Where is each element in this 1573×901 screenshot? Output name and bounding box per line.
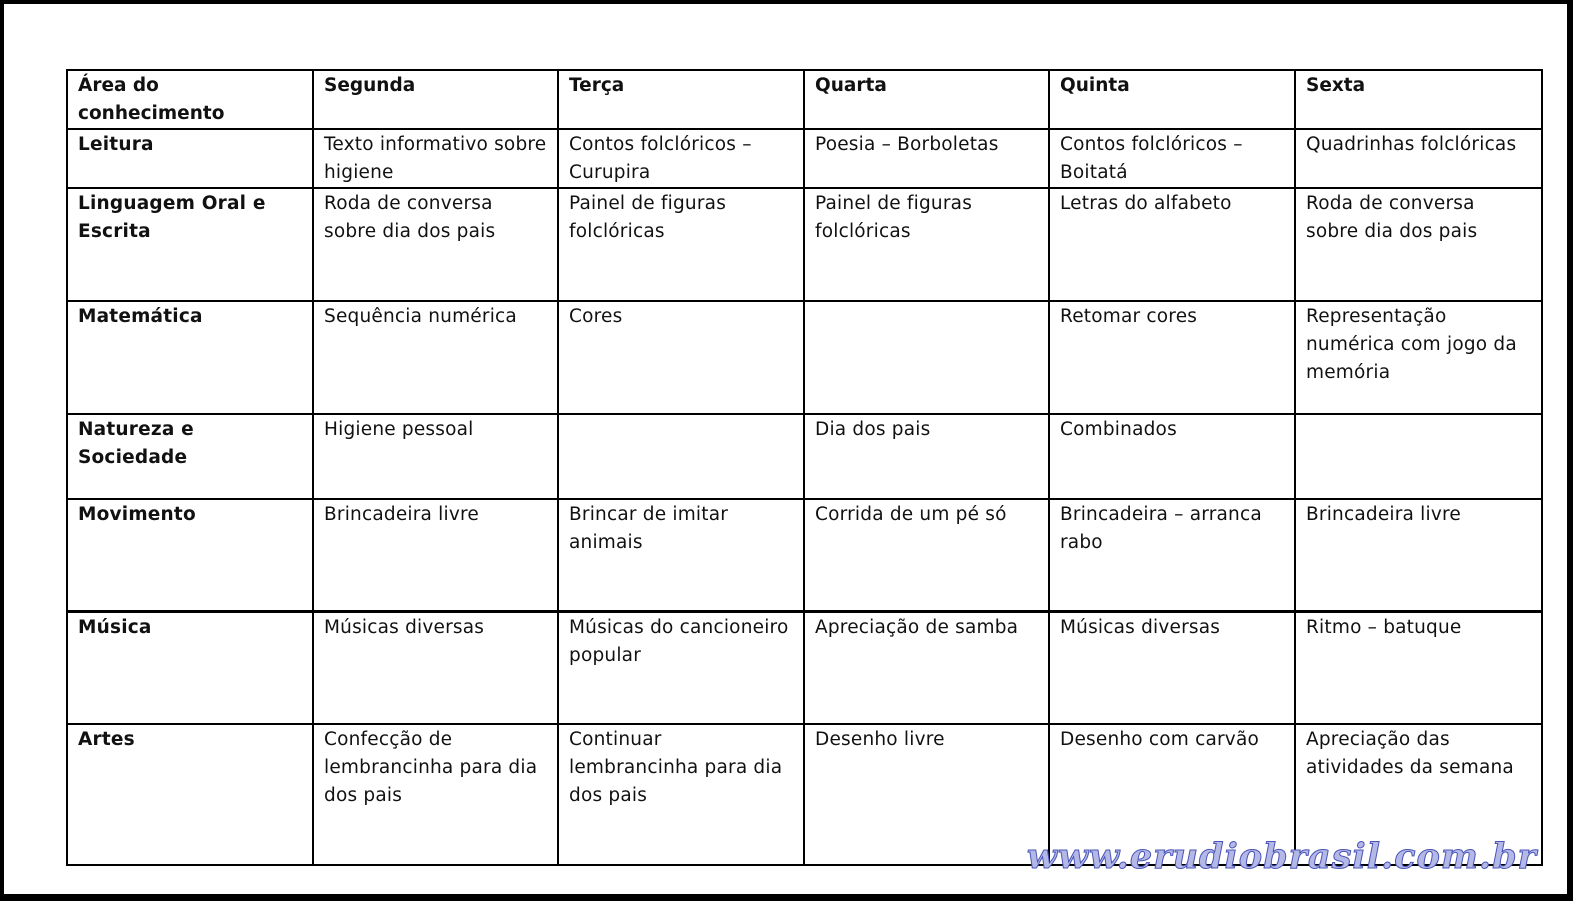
- table-cell: Sequência numérica: [313, 301, 558, 414]
- row-area-label: Artes: [67, 724, 313, 865]
- table-cell: Músicas diversas: [313, 611, 558, 724]
- table-cell: [558, 414, 804, 499]
- table-cell: Representação numérica com jogo da memória: [1295, 301, 1542, 414]
- table-cell: Apreciação de samba: [804, 611, 1049, 724]
- header-terca: Terça: [558, 70, 804, 129]
- table-cell: Contos folclóricos – Curupira: [558, 129, 804, 188]
- table-cell: Retomar cores: [1049, 301, 1295, 414]
- table-cell: Cores: [558, 301, 804, 414]
- table-row: [67, 301, 1542, 414]
- table-cell: Apreciação das atividades da semana: [1295, 724, 1542, 865]
- table-cell: Roda de conversa sobre dia dos pais: [1295, 188, 1542, 301]
- row-area-label: Movimento: [67, 499, 313, 611]
- table-cell: Combinados: [1049, 414, 1295, 499]
- table-cell: Higiene pessoal: [313, 414, 558, 499]
- table-cell: Letras do alfabeto: [1049, 188, 1295, 301]
- table-cell: Músicas diversas: [1049, 611, 1295, 724]
- table-cell: [1295, 414, 1542, 499]
- table-cell: Dia dos pais: [804, 414, 1049, 499]
- table-cell: [804, 301, 1049, 414]
- table-cell: Brincadeira – arranca rabo: [1049, 499, 1295, 611]
- table-row: [67, 499, 1542, 611]
- row-area-label: Leitura: [67, 129, 313, 188]
- table-row: [67, 188, 1542, 301]
- table-cell: Texto informativo sobre higiene: [313, 129, 558, 188]
- table-cell: Desenho livre: [804, 724, 1049, 865]
- row-area-label: Natureza e Sociedade: [67, 414, 313, 499]
- table-cell: Roda de conversa sobre dia dos pais: [313, 188, 558, 301]
- table-cell: Desenho com carvão: [1049, 724, 1295, 865]
- table-cell: Brincadeira livre: [1295, 499, 1542, 611]
- table-cell: Contos folclóricos – Boitatá: [1049, 129, 1295, 188]
- table-cell: Brincadeira livre: [313, 499, 558, 611]
- table-cell: Quadrinhas folclóricas: [1295, 129, 1542, 188]
- table-row: [67, 611, 1542, 724]
- row-area-label: Linguagem Oral e Escrita: [67, 188, 313, 301]
- table-cell: Continuar lembrancinha para dia dos pais: [558, 724, 804, 865]
- header-area: Área do conhecimento: [67, 70, 313, 129]
- table-cell: Painel de figuras folclóricas: [804, 188, 1049, 301]
- table-row: [67, 414, 1542, 499]
- table-cell: Poesia – Borboletas: [804, 129, 1049, 188]
- header-segunda: Segunda: [313, 70, 558, 129]
- header-row: [67, 70, 1542, 129]
- table-cell: Corrida de um pé só: [804, 499, 1049, 611]
- weekly-schedule-table: [66, 69, 1543, 866]
- table-cell: Brincar de imitar animais: [558, 499, 804, 611]
- header-sexta: Sexta: [1295, 70, 1542, 129]
- header-quarta: Quarta: [804, 70, 1049, 129]
- table-cell: Músicas do cancioneiro popular: [558, 611, 804, 724]
- table-cell: Confecção de lembrancinha para dia dos pais: [313, 724, 558, 865]
- row-area-label: Matemática: [67, 301, 313, 414]
- table-row: [67, 129, 1542, 188]
- site-watermark: www.erudiobrasil.com.br: [1026, 836, 1537, 877]
- table-cell: Painel de figuras folclóricas: [558, 188, 804, 301]
- header-quinta: Quinta: [1049, 70, 1295, 129]
- row-area-label: Música: [67, 611, 313, 724]
- table-cell: Ritmo – batuque: [1295, 611, 1542, 724]
